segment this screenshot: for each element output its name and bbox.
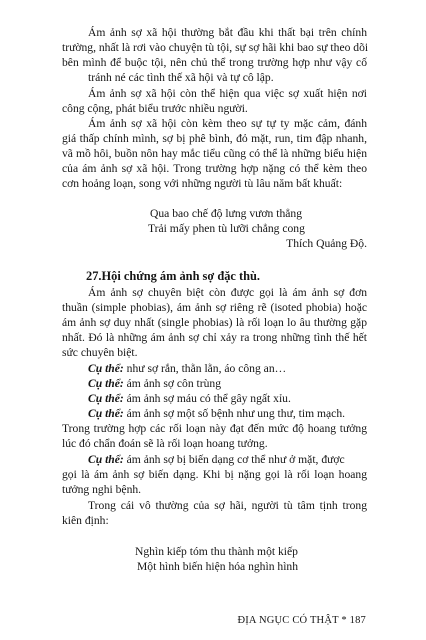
example-line [62,391,393,406]
example-text: ám ảnh sợ một số bệnh như ung thư, tim mạch. [123,407,346,420]
paragraph-line: ám ảnh sợ duy nhất (single phobias) là rối loạn lo âu thường gặp [62,316,367,329]
paragraph-line: Ám ảnh sợ xã hội thường bắt đầu khi thất bại trên chính [88,26,367,39]
section-heading: 27.Hội chứng ám ảnh sợ đặc thù. [86,269,261,283]
paragraph-line: trường, nhất là rơi vào chuyện tù tội, sự sợ hãi khi bao sự theo dõi [62,41,369,54]
paragraph-line: tránh né các tình thế xã hội và tự cô lập. [88,71,274,84]
paragraph-line: Ám ảnh sợ chuyên biệt còn được gọi là ám ảnh sợ đơn [88,286,367,299]
paragraph-line: Trong trường hợp các rối loạn này đạt đến mức độ hoang tưởng [62,422,367,435]
paragraph-line: Trong cái vô thường của sợ hãi, người tù tâm tịnh trong [88,499,367,512]
example-label: Cụ thể: [88,407,124,420]
paragraph-line: cơn hoảng loạn, song với những người tù lâu năm bất khuất: [62,177,343,190]
paragraph-line: vã mồ hôi, buồn nôn hay mắc tiểu cũng có thể là những biểu hiện [62,147,367,160]
example-label: Cụ thể: [88,392,124,405]
paragraph-line: nhất. Đó là những ám ảnh sợ chỉ xảy ra trong những tình thế hết [62,331,367,344]
example-label: Cụ thể: [88,453,124,466]
paragraph-line: bên mình để buộc tội, nên chủ thể trong trường hợp như vậy cố [62,56,367,69]
example-text: ám ảnh sợ máu có thể gây ngất xỉu. [123,392,291,405]
poem-line: Một hình biến hiện hóa nghìn hình [137,560,299,573]
example-text: ám ảnh sợ bị biến dạng cơ thể như ở mặt, được [123,453,345,466]
example-label: Cụ thể: [88,377,124,390]
paragraph-line: tưởng nghi bệnh. [62,483,142,496]
example-label: Cụ thể: [88,362,124,375]
page-footer: ĐỊA NGỤC CÓ THẬT * 187 [237,615,366,626]
paragraph-line: Ám ảnh sợ xã hội còn kèm theo sự tự ty mặc cảm, đánh [88,117,367,130]
poem-line: Trải mấy phen tù lưỡi chẳng cong [148,222,305,235]
paragraph-line: của ám ảnh sợ xã hội. Trong trường hợp nặng có thể kèm theo [62,162,367,175]
paragraph-line: Ám ảnh sợ xã hội còn thể hiện qua việc sợ xuất hiện nơi [88,87,367,100]
poem-line: Nghìn kiếp tóm thu thành một kiếp [135,545,298,558]
paragraph-line: gọi là ám ảnh sợ biến dạng. Khi bị nặng gọi là rối loạn hoang [62,468,367,481]
paragraph-line: sức chuyên biệt. [62,346,138,359]
poem-author: Thích Quảng Độ. [286,237,367,250]
paragraph-line: lúc đó chẩn đoán sẽ là rối loạn hoang tưởng. [62,437,268,450]
paragraph-line: kiên định: [62,514,109,527]
example-line [62,406,393,421]
example-text: ám ảnh sợ côn trùng [123,377,222,390]
example-line [62,452,393,467]
poem-line: Qua bao chế độ lưng vươn thẳng [150,207,302,220]
example-text: như sợ rắn, thằn lằn, áo công an… [123,362,287,375]
paragraph-line: giá thấp chính mình, sợ bị phê bình, đỏ mặt, run, tim đập nhanh, [62,132,367,145]
paragraph-line: công cộng, phát biểu trước nhiều người. [62,102,248,115]
example-line [62,361,393,376]
example-line [62,376,393,391]
paragraph-line: thuần (simple phobias), ám ảnh sợ riêng rẽ (isoted phobia) hoặc [62,301,367,314]
